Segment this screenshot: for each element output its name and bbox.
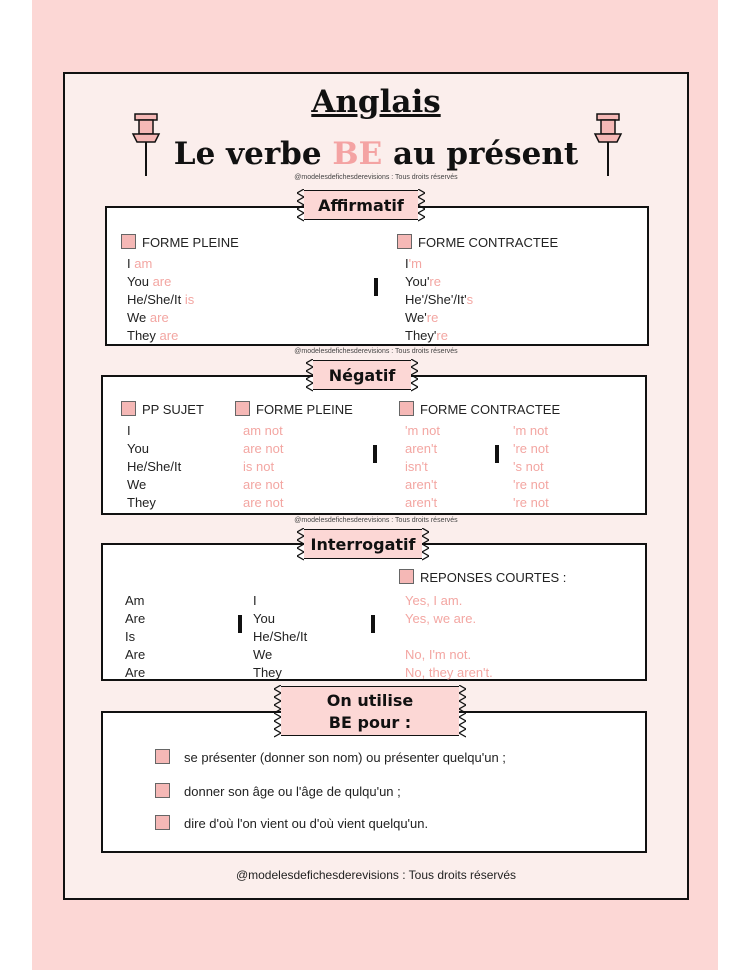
credit-small: @modelesdefichesderevisions : Tous droits réservés <box>294 174 458 181</box>
footer-credit: @modelesdefichesderevisions : Tous droits réservés <box>235 868 517 882</box>
affirmatif-col1-header: FORME PLEINE <box>121 234 239 250</box>
page-title: Le verbe BE au présent <box>173 136 579 172</box>
list-item <box>405 628 493 646</box>
list-item: 're not <box>513 495 549 510</box>
negatif-contracted-list-2 <box>513 422 549 512</box>
list-item: isn't <box>405 459 428 474</box>
affirmatif-contracted-list <box>405 255 473 345</box>
list-item: are not <box>243 477 284 492</box>
list-item: He'/She'/It's <box>405 292 474 307</box>
checkbox-icon <box>235 401 250 416</box>
negatif-contracted-list-1 <box>405 422 440 512</box>
interrogatif-verb-list <box>125 592 145 682</box>
zigzag-edge <box>459 685 466 739</box>
zigzag-edge <box>418 189 425 223</box>
separator-bar <box>371 615 375 633</box>
list-item: Are <box>125 665 146 680</box>
list-item: We <box>253 647 273 662</box>
zigzag-edge <box>306 359 313 393</box>
usage-item: se présenter (donner son nom) ou présenter quelqu'un ; <box>155 749 506 765</box>
list-item: We are <box>127 310 169 325</box>
checkbox-icon <box>397 234 412 249</box>
checkbox-icon <box>155 815 170 830</box>
list-item: Yes, we are. <box>405 611 477 626</box>
list-item: They <box>253 665 282 680</box>
reponses-list <box>405 592 493 682</box>
list-item: I <box>253 593 257 608</box>
list-item: They're <box>405 328 448 343</box>
list-item: Yes, I am. <box>405 593 463 608</box>
list-item: are not <box>243 441 284 456</box>
list-item: He/She/It is <box>127 292 195 307</box>
list-item: You are <box>127 274 172 289</box>
list-item: I <box>127 423 131 438</box>
usage-item: donner son âge ou l'âge de qulqu'un ; <box>155 783 401 799</box>
credit-small: @modelesdefichesderevisions : Tous droits réservés <box>294 348 458 355</box>
interrogatif-box <box>101 543 647 681</box>
list-item: No, they aren't. <box>405 665 493 680</box>
reponses-courtes-header: REPONSES COURTES : <box>399 569 566 585</box>
zigzag-edge <box>274 685 281 739</box>
negatif-full-list <box>243 422 283 512</box>
affirmatif-col2-header: FORME CONTRACTEE <box>397 234 558 250</box>
separator-bar <box>373 445 377 463</box>
list-item: No, I'm not. <box>405 647 472 662</box>
list-item: We're <box>405 310 439 325</box>
credit-small: @modelesdefichesderevisions : Tous droits réservés <box>294 517 458 524</box>
negatif-col1-header: PP SUJET <box>121 401 204 417</box>
affirmatif-box <box>105 206 649 346</box>
checkbox-icon <box>399 401 414 416</box>
list-item: 'm not <box>405 423 440 438</box>
list-item: You <box>253 611 275 626</box>
list-item: am not <box>243 423 283 438</box>
list-item: aren't <box>405 441 438 456</box>
checkbox-icon <box>399 569 414 584</box>
affirmatif-full-list <box>127 255 194 345</box>
list-item: I'm <box>405 256 422 271</box>
list-item: He/She/It <box>127 459 182 474</box>
interrogatif-subject-list <box>253 592 307 682</box>
list-item: 's not <box>513 459 544 474</box>
negatif-subject-list <box>127 422 181 512</box>
list-item: He/She/It <box>253 629 308 644</box>
separator-bar <box>374 278 378 296</box>
list-item: They are <box>127 328 179 343</box>
zigzag-edge <box>297 189 304 223</box>
ribbon-affirmatif: Affirmatif <box>304 190 418 220</box>
list-item: 're not <box>513 477 549 492</box>
list-item: Is <box>125 629 136 644</box>
list-item: You're <box>405 274 441 289</box>
zigzag-edge <box>297 528 304 562</box>
list-item: I am <box>127 256 153 271</box>
zigzag-edge <box>422 528 429 562</box>
list-item: They <box>127 495 156 510</box>
list-item: Are <box>125 611 146 626</box>
ribbon-usage <box>281 686 459 736</box>
list-item: 're not <box>513 441 549 456</box>
list-item: Am <box>125 593 145 608</box>
checkbox-icon <box>121 401 136 416</box>
list-item: aren't <box>405 477 438 492</box>
negatif-col3-header: FORME CONTRACTEE <box>399 401 560 417</box>
list-item: Are <box>125 647 146 662</box>
list-item: You <box>127 441 149 456</box>
negatif-col2-header: FORME PLEINE <box>235 401 353 417</box>
list-item: is not <box>243 459 275 474</box>
ribbon-usage-line2: BE pour : <box>328 713 412 732</box>
list-item: aren't <box>405 495 438 510</box>
subject-title: Anglais <box>311 84 441 120</box>
worksheet <box>63 72 689 900</box>
ribbon-usage-line1: On utilise <box>326 691 414 710</box>
separator-bar <box>495 445 499 463</box>
negatif-box <box>101 375 647 515</box>
usage-item: dire d'où l'on vient ou d'où vient quelqu'un. <box>155 815 428 831</box>
ribbon-interrogatif: Interrogatif <box>304 529 422 559</box>
checkbox-icon <box>155 783 170 798</box>
separator-bar <box>238 615 242 633</box>
list-item: are not <box>243 495 284 510</box>
zigzag-edge <box>411 359 418 393</box>
checkbox-icon <box>121 234 136 249</box>
list-item: 'm not <box>513 423 548 438</box>
checkbox-icon <box>155 749 170 764</box>
list-item: We <box>127 477 147 492</box>
ribbon-negatif: Négatif <box>313 360 411 390</box>
